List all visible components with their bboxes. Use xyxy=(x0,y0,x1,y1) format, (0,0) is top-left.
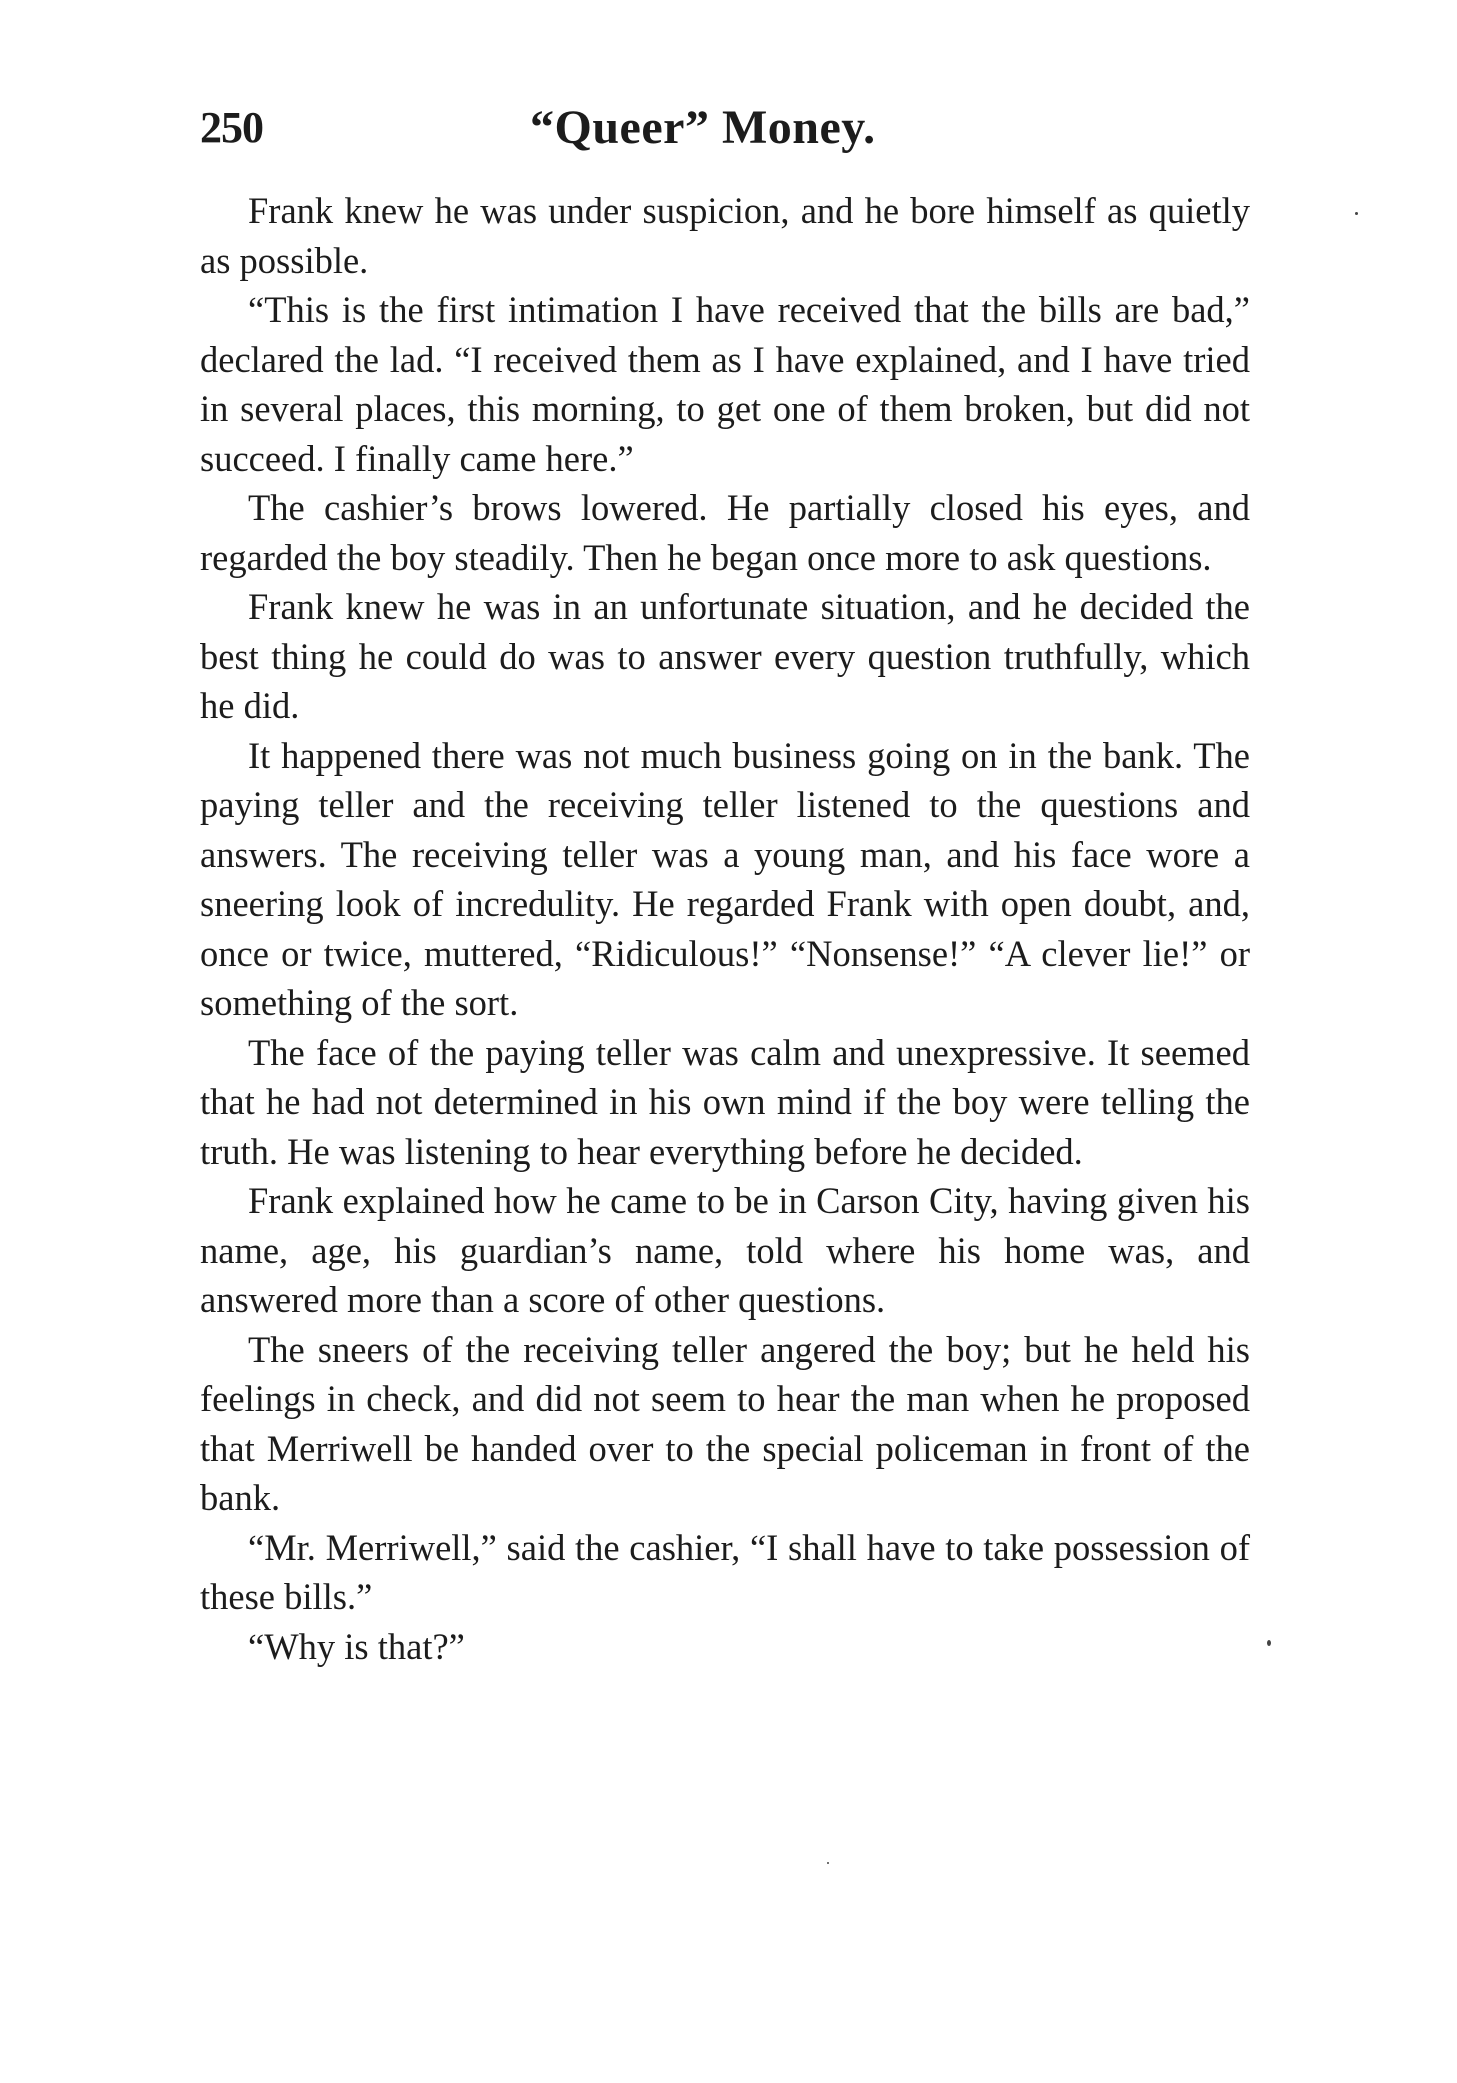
paragraph: The cashier’s brows lowered. He partially closed his eyes, and regarded the boy steadily. Then he began once more to ask questions. xyxy=(200,487,1250,578)
running-title: “Queer” Money. xyxy=(530,101,876,154)
paragraph: “Why is that?” xyxy=(248,1625,465,1667)
scan-speck xyxy=(1267,1640,1271,1646)
paragraph: Frank knew he was in an unfortunate situation, and he decided the best thing he could do was to answer every question truthfully, which he did. xyxy=(200,586,1250,726)
paragraph: “This is the first intimation I have received that the bills are bad,” declared the lad. “I received them as I have explained, and I have tried in several places, this morning, to get one of them broken, but did not succeed. I finally came here.” xyxy=(200,289,1250,479)
paragraph: The face of the paying teller was calm and unexpressive. It seemed that he had not determined in his own mind if the boy were telling the truth. He was listening to hear everything before he decided. xyxy=(200,1031,1250,1172)
scan-speck xyxy=(1355,212,1358,215)
body-text xyxy=(200,186,1250,1671)
paragraph: The sneers of the receiving teller angered the boy; but he held his feelings in check, and did not seem to hear the man when he proposed that Merriwell be handed over to the special policeman in front of the bank. xyxy=(200,1328,1250,1518)
paragraph: It happened there was not much business going on in the bank. The paying teller and the receiving teller listened to the questions and answers. The receiving teller was a young man, and his face wore a sneering look of incredulity. He regarded Frank with open doubt, and, once or twice, muttered, “Ridiculous!” “Nonsense!” “A clever lie!” or something of the sort. xyxy=(200,734,1250,1023)
page-header xyxy=(200,92,1250,164)
paragraph: Frank knew he was under suspicion, and he bore himself as quietly as possible. xyxy=(200,190,1250,281)
paragraph: Frank explained how he came to be in Carson City, having given his name, age, his guardian’s name, told where his home was, and answered more than a score of other questions. xyxy=(200,1180,1250,1320)
scan-speck xyxy=(827,1862,829,1864)
page-number: 250 xyxy=(200,103,263,152)
paragraph: “Mr. Merriwell,” said the cashier, “I shall have to take possession of these bills.” xyxy=(200,1526,1250,1617)
